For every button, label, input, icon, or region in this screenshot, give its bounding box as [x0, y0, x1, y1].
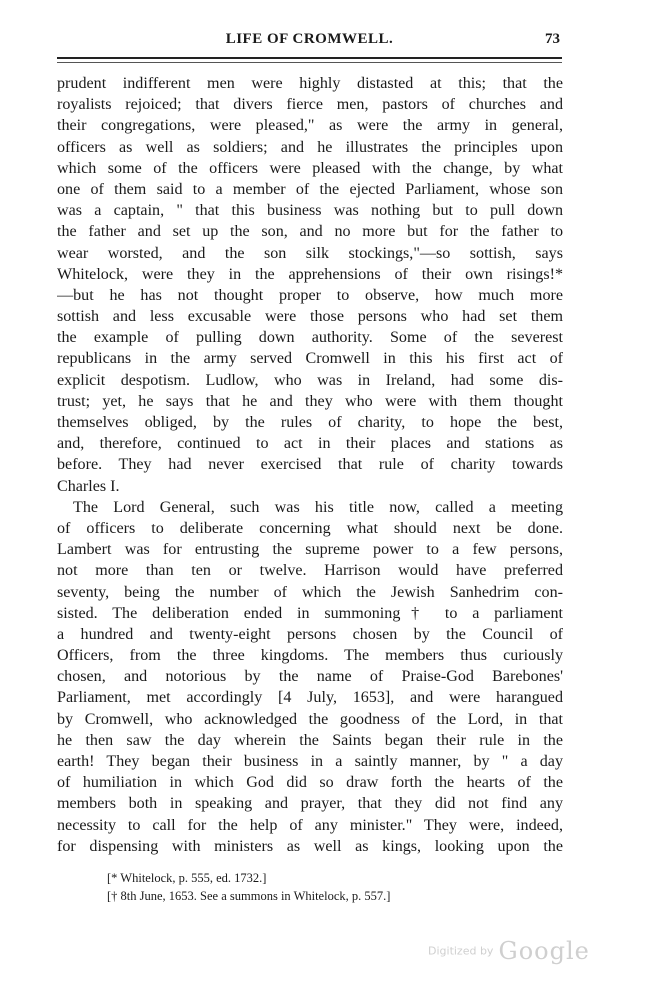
text-line: explicit despotism. Ludlow, who was in Ireland, had some dis- — [57, 371, 563, 389]
text-line: and, therefore, continued to act in their places and stations as — [57, 435, 563, 453]
text-line: Lambert was for entrusting the supreme power to a few persons, — [57, 541, 563, 559]
text-line: sottish and less excusable were those persons who had set them — [57, 308, 563, 326]
footnote: [† 8th June, 1653. See a summons in Whitelock, p. 557.] — [107, 889, 391, 903]
text-line: before. They had never exercised that rule of charity towards — [57, 456, 563, 474]
text-line: their congregations, were pleased," as were the army in general, — [57, 117, 563, 135]
paragraph-start-line: The Lord General, such was his title now, called a meeting — [73, 498, 563, 516]
text-line: which some of the officers were pleased with the change, by what — [57, 159, 563, 177]
text-line: earth! They began their business in a saintly manner, by " a day — [57, 753, 563, 770]
text-line: not more than ten or twelve. Harrison would have preferred — [57, 562, 563, 580]
text-line: seventy, being the number of which the Jewish Sanhedrim con- — [57, 583, 563, 601]
text-line: necessity to call for the help of any minister." They were, indeed, — [57, 816, 563, 834]
text-line: one of them said to a member of the ejected Parliament, whose son — [57, 180, 563, 198]
text-line: Officers, from the three kingdoms. The members thus curiously — [57, 647, 563, 665]
text-line: for dispensing with ministers as well as kings, looking upon the — [57, 837, 563, 855]
page-number: 73 — [545, 31, 560, 47]
digitized-by-watermark — [428, 937, 590, 967]
text-line: of humiliation in which God did so draw forth the hearts of the — [57, 774, 563, 792]
text-line: Parliament, met accordingly [4 July, 1653], and were harangued — [57, 689, 563, 707]
header-rule — [57, 57, 562, 59]
running-head: LIFE OF CROMWELL. — [225, 31, 394, 47]
text-line: prudent indifferent men were highly distasted at this; that the — [57, 75, 563, 92]
text-line: a hundred and twenty-eight persons chosen by the Council of — [57, 625, 563, 643]
text-line: by Cromwell, who acknowledged the goodness of the Lord, in that — [57, 710, 563, 728]
footnote: [* Whitelock, p. 555, ed. 1732.] — [107, 871, 267, 885]
text-line: wear worsted, and the son silk stockings,"—so sottish, says — [57, 244, 563, 262]
text-line: was a captain, " that this business was nothing but to pull down — [57, 202, 563, 220]
watermark-prefix: Digitized by — [428, 944, 494, 958]
text-line: the father and set up the son, and no more but for the father to — [57, 223, 563, 241]
text-line: officers as well as soldiers; and he illustrates the principles upon — [57, 138, 563, 156]
text-line: Charles I. — [57, 477, 120, 495]
text-line: chosen, and notorious by the name of Praise-God Barebones' — [57, 668, 563, 686]
page-header — [57, 31, 562, 53]
header-rule-thin — [57, 62, 562, 63]
footnotes — [107, 869, 537, 905]
text-line: Whitelock, were they in the apprehensions of their own risings!* — [57, 265, 563, 283]
text-line: of officers to deliberate concerning what should next be done. — [57, 519, 563, 537]
text-line: republicans in the army served Cromwell in this his first act of — [57, 350, 563, 368]
text-line: the example of pulling down authority. Some of the severest — [57, 329, 563, 347]
text-line: themselves obliged, by the rules of charity, to hope the best, — [57, 414, 563, 431]
text-line: royalists rejoiced; that divers fierce men, pastors of churches and — [57, 96, 563, 114]
body-text — [57, 73, 563, 857]
text-line: sisted. The deliberation ended in summoning† to a parliament — [57, 604, 563, 622]
text-line: he then saw the day wherein the Saints began their rule in the — [57, 731, 563, 749]
text-line: —but he has not thought proper to observe, how much more — [57, 286, 563, 304]
google-logo: Google — [498, 937, 590, 965]
text-line: trust; yet, he says that he and they who were with them thought — [57, 392, 563, 410]
text-line: members both in speaking and prayer, that they did not find any — [57, 795, 563, 813]
